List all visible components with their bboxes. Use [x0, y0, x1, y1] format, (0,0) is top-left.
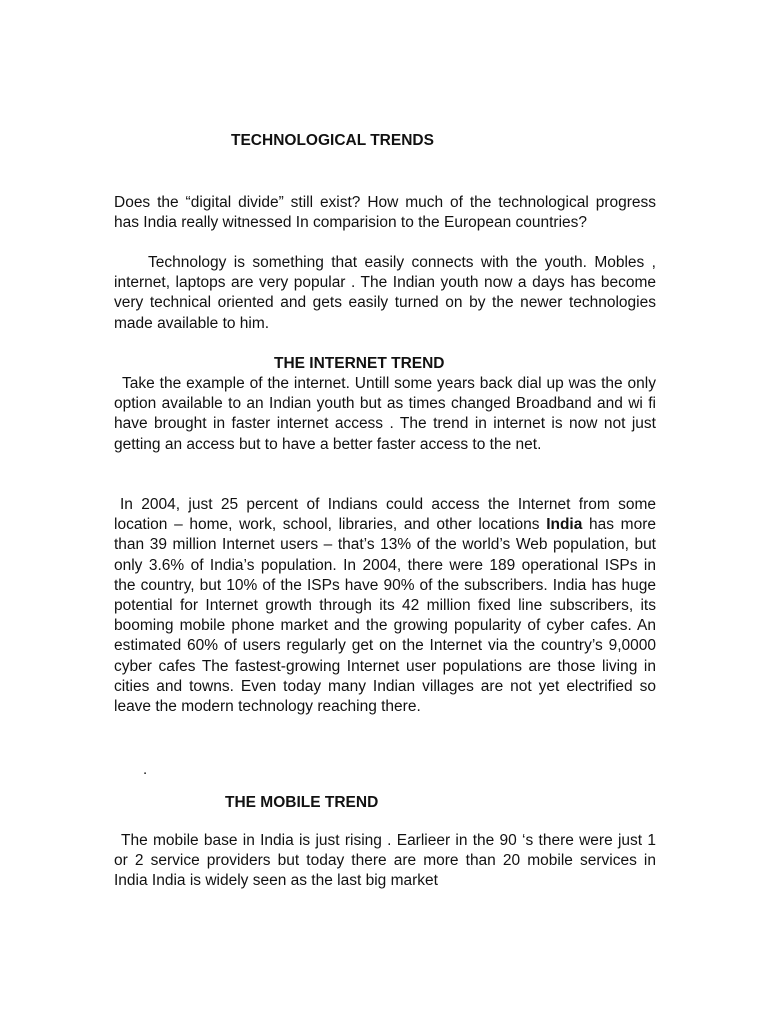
internet-paragraph-2: [114, 495, 656, 717]
internet-paragraph-2-start: In 2004, just 25 percent of Indians could access the Internet from some location – home, work, school, libraries, and other locations: [114, 496, 656, 534]
internet-paragraph-2-rest: has more than 39 million Internet users – that’s 13% of the world’s Web population, but only 3.6% of India’s population. In 2004, there were 189 operational ISPs in the country, but 10% of the ISPs have 90% of the subscribers. India has huge potential for Internet growth through its 42 million fixed line subscribers, its booming mobile phone market and the growing popularity of cyber cafes. An estimated 60% of users regularly get on the Internet via the country’s 9,0000 cyber cafes The fastest-growing Internet user populations are those living in cities and towns. Even today many Indian villages are not yet electrified so leave the modern technology reaching there.: [114, 516, 656, 716]
internet-trend-heading: THE INTERNET TREND: [274, 355, 445, 372]
intro-question-paragraph: Does the “digital divide” still exist? How much of the technological progress has India really witnessed In comparision to the European countries?: [114, 194, 656, 232]
stray-period-mark: .: [143, 761, 148, 778]
internet-paragraph-1: Take the example of the internet. Untill some years back dial up was the only option available to an Indian youth but as times changed Broadband and wi fi have brought in faster internet access . The trend in internet is now not just getting an access but to have a better faster access to the net.: [114, 375, 656, 453]
mobile-trend-heading: THE MOBILE TREND: [225, 794, 379, 811]
main-heading: TECHNOLOGICAL TRENDS: [231, 132, 434, 149]
india-bold-word: India: [546, 516, 583, 534]
intro-youth-paragraph: Technology is something that easily connects with the youth. Mobles , internet, laptops are very popular . The Indian youth now a days has become very technical oriented and gets easily turned on by the newer technologies made available to him.: [114, 254, 656, 332]
mobile-paragraph-1: The mobile base in India is just rising . Earlieer in the 90 ‘s there were just 1 or 2 service providers but today there are more than 20 mobile services in India India is widely seen as the last big market: [114, 832, 656, 890]
